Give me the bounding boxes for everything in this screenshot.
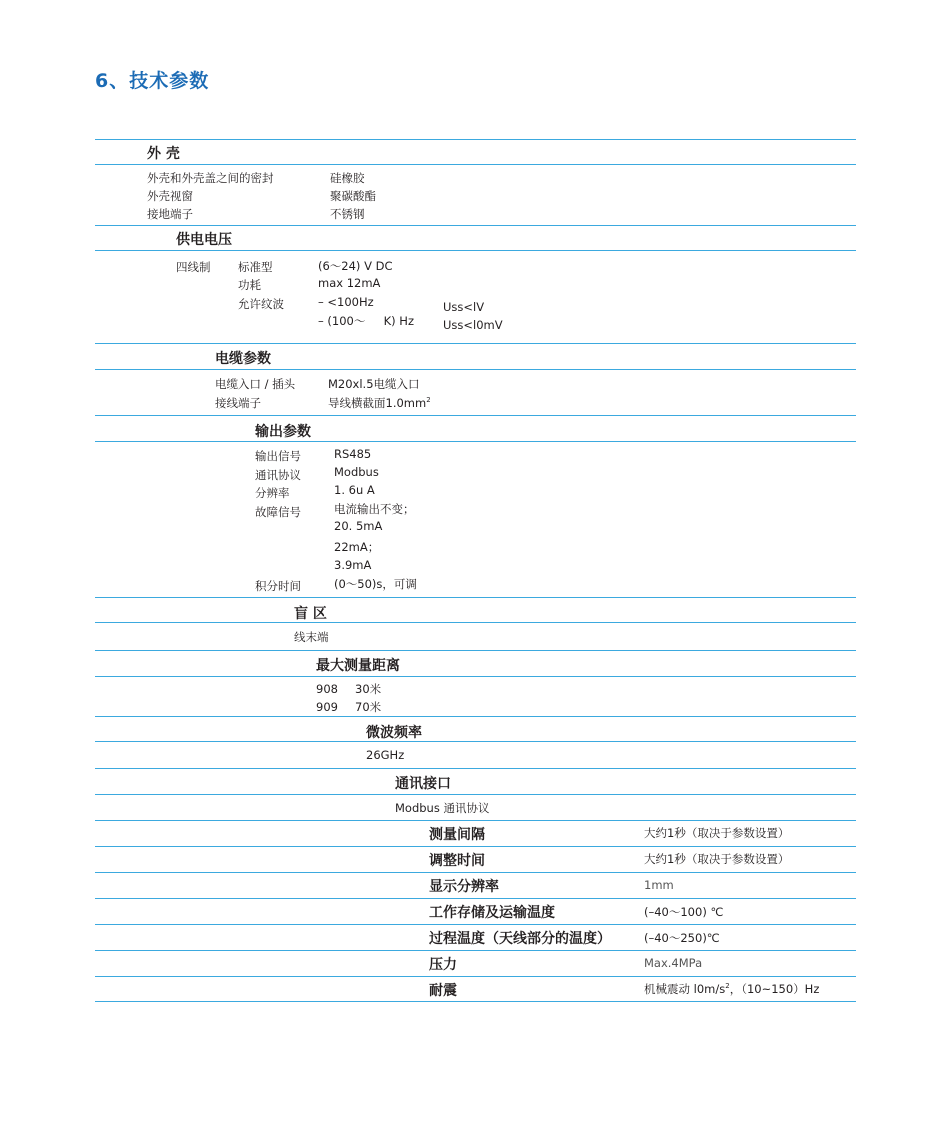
cable-value: M20xl.5电缆入口 (328, 377, 420, 391)
table-row-label: 压力 (429, 957, 457, 973)
power-system: 四线制 (176, 260, 211, 274)
divider (95, 794, 856, 795)
housing-label: 外壳视窗 (147, 189, 193, 203)
cable-label: 电缆入口 / 插头 (215, 377, 296, 391)
section-heading-blind-zone: 盲 区 (294, 606, 327, 622)
divider (95, 250, 856, 251)
power-value: (6～24) V DC (318, 259, 393, 273)
divider (95, 820, 856, 821)
power-ripple-line2: – (100～ K) Hz (318, 314, 414, 328)
table-row-label: 调整时间 (429, 853, 485, 869)
power-label: 功耗 (238, 278, 261, 292)
section-heading-output: 输出参数 (255, 424, 311, 440)
distance-value: 70米 (355, 700, 382, 714)
housing-value: 硅橡胶 (330, 171, 365, 185)
section-heading-housing: 外 壳 (147, 146, 180, 162)
output-label: 故障信号 (255, 505, 301, 519)
output-value: Modbus (334, 465, 379, 479)
divider (95, 369, 856, 370)
section-heading-max-distance: 最大测量距离 (316, 658, 400, 674)
table-row-label: 耐震 (429, 983, 457, 999)
divider (95, 164, 856, 165)
page-title: 6、技术参数 (95, 70, 210, 92)
divider (95, 898, 856, 899)
power-uss: Uss<lV (443, 300, 485, 314)
divider (95, 872, 856, 873)
divider (95, 441, 856, 442)
distance-model: 909 (316, 700, 338, 714)
section-heading-power: 供电电压 (176, 232, 232, 248)
section-heading-frequency: 微波频率 (366, 725, 422, 741)
fault-value: 22mA； (334, 540, 380, 554)
divider (95, 415, 856, 416)
section-heading-comm: 通讯接口 (395, 776, 451, 792)
table-row-label: 工作存储及运输温度 (429, 905, 555, 921)
divider (95, 716, 856, 717)
distance-model: 908 (316, 682, 338, 696)
divider (95, 950, 856, 951)
divider (95, 343, 856, 344)
housing-label: 外壳和外壳盖之间的密封 (147, 171, 274, 185)
divider (95, 976, 856, 977)
housing-value: 聚碳酸酯 (330, 189, 376, 203)
power-value: max 12mA (318, 276, 381, 290)
output-value: (0～50)s，可调 (334, 577, 417, 591)
housing-value: 不锈钢 (330, 207, 365, 221)
table-row-label: 显示分辨率 (429, 879, 499, 895)
divider (95, 597, 856, 598)
divider (95, 1001, 856, 1002)
section-heading-cable: 电缆参数 (215, 351, 271, 367)
table-row-value: (–40～100) ℃ (644, 905, 724, 919)
fault-value: 3.9mA (334, 558, 372, 572)
power-value: – <100Hz (318, 295, 374, 309)
output-value: RS485 (334, 447, 372, 461)
output-label: 通讯协议 (255, 468, 301, 482)
divider (95, 741, 856, 742)
power-label: 标准型 (238, 260, 273, 274)
cable-value: 导线横截面$1.0mm^2$ (328, 396, 431, 410)
distance-value: 30米 (355, 682, 382, 696)
comm-value: Modbus 通讯协议 (395, 801, 490, 815)
table-row-value: (–40～250)℃ (644, 931, 720, 945)
divider (95, 768, 856, 769)
output-label: 分辨率 (255, 486, 290, 500)
table-row-label: 测量间隔 (429, 827, 485, 843)
divider (95, 676, 856, 677)
fault-value: 20. 5mA (334, 519, 383, 533)
output-value: 电流输出不变； (334, 502, 415, 516)
divider (95, 924, 856, 925)
output-value: 1. 6u A (334, 483, 375, 497)
power-label: 允许纹波 (238, 297, 284, 311)
table-row-value: 大约1秒（取决于参数设置） (644, 852, 790, 866)
divider (95, 139, 856, 140)
table-row-value: Max.4MPa (644, 956, 703, 970)
table-row-value: 1mm (644, 878, 674, 892)
table-row-value: 大约1秒（取决于参数设置） (644, 826, 790, 840)
table-row-value: 机械震动 $l0m/s^2$，（10~150）Hz (644, 982, 820, 996)
output-label: 输出信号 (255, 449, 301, 463)
divider (95, 650, 856, 651)
housing-label: 接地端子 (147, 207, 193, 221)
divider (95, 225, 856, 226)
cable-label: 接线端子 (215, 396, 261, 410)
output-label: 积分时间 (255, 579, 301, 593)
divider (95, 846, 856, 847)
blind-zone-value: 线末端 (294, 630, 329, 644)
power-uss: Uss<l0mV (443, 318, 503, 332)
table-row-label: 过程温度（天线部分的温度） (429, 931, 611, 947)
frequency-value: 26GHz (366, 748, 405, 762)
divider (95, 622, 856, 623)
